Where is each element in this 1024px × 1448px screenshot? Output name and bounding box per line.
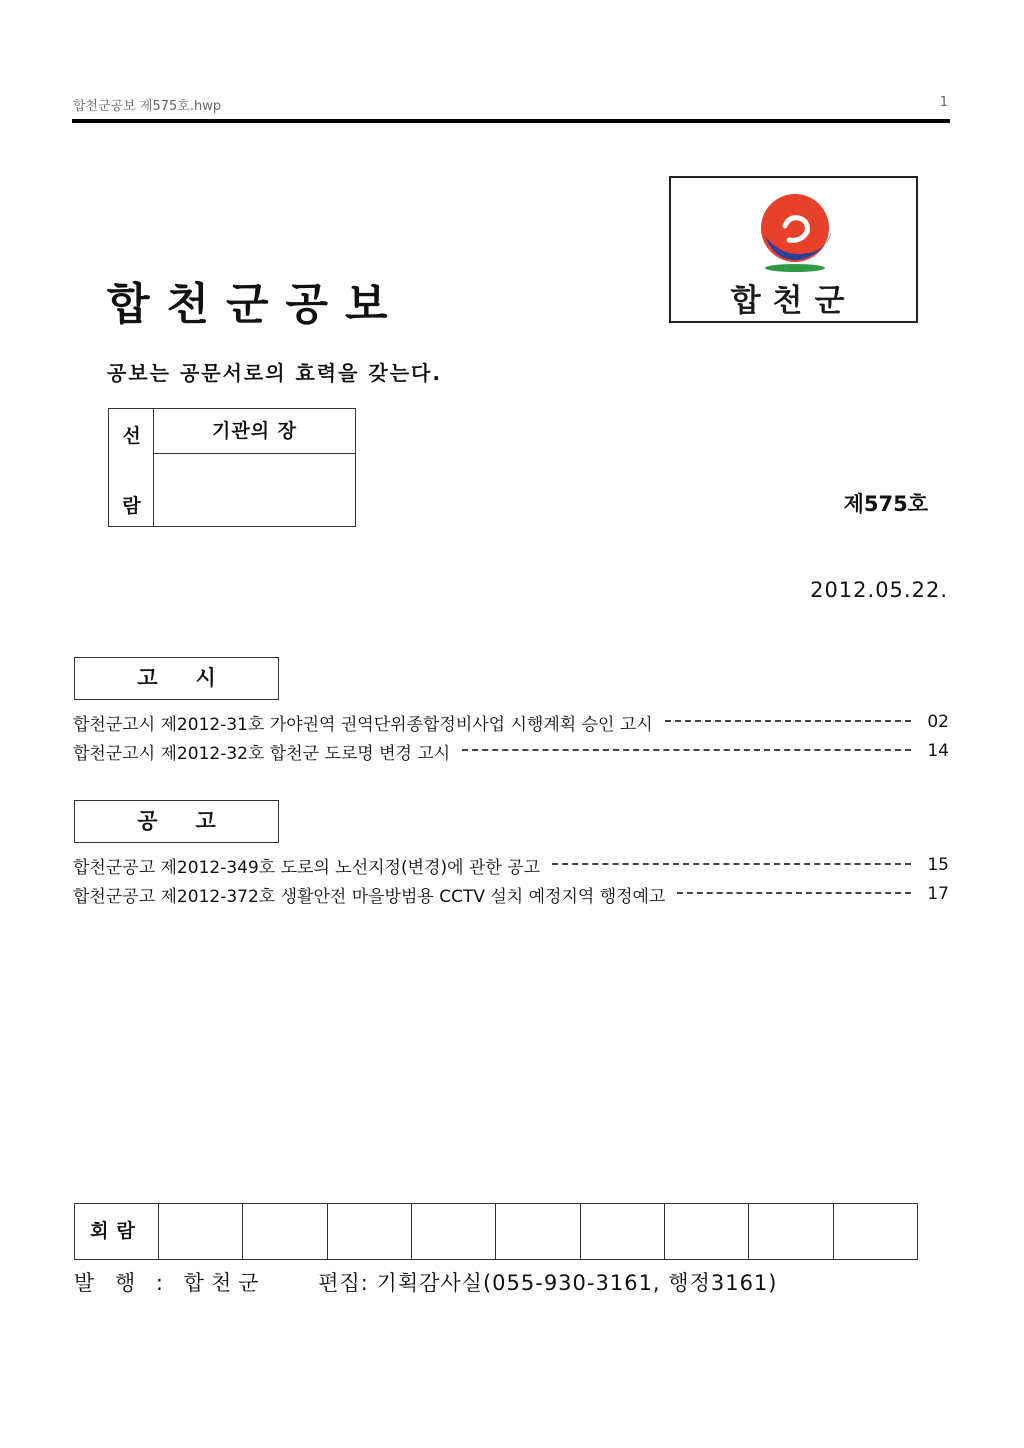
header-filename: 합천군공보 제575호.hwp xyxy=(73,99,222,114)
toc-entry-page: 14 xyxy=(927,741,949,761)
footer-publisher: 발 행 : 합천군 xyxy=(74,1271,266,1295)
issue-number: 제575호 xyxy=(843,492,928,516)
header-rule xyxy=(72,119,950,123)
toc-entry-page: 17 xyxy=(927,884,949,904)
toc-leader xyxy=(552,863,911,865)
circulation-cell xyxy=(159,1204,243,1259)
review-label-top: 선 xyxy=(122,425,141,447)
document-title: 합천군공보 xyxy=(107,279,405,330)
review-signature-cell xyxy=(154,454,355,526)
county-logo-box xyxy=(669,176,918,323)
toc-entry-title: 합천군고시 제2012-31호 가야권역 권역단위종합정비사업 시행계획 승인 고시 xyxy=(73,714,653,735)
review-label-bottom: 람 xyxy=(122,495,141,517)
circulation-label: 회람 xyxy=(75,1204,159,1259)
circulation-cell xyxy=(834,1204,917,1259)
toc-entry[interactable] xyxy=(73,882,949,906)
toc-entry[interactable] xyxy=(73,853,949,877)
footer xyxy=(74,1267,778,1297)
toc-leader xyxy=(462,749,911,751)
toc-entry[interactable] xyxy=(73,710,949,734)
circulation-cell xyxy=(243,1204,327,1259)
circulation-cell xyxy=(749,1204,833,1259)
circulation-cell xyxy=(412,1204,496,1259)
circulation-cell xyxy=(496,1204,580,1259)
review-box xyxy=(108,408,356,527)
subtitle: 공보는 공문서로의 효력을 갖는다. xyxy=(107,361,442,385)
circulation-cell xyxy=(581,1204,665,1259)
logo-text: 합천군 xyxy=(730,283,857,319)
section-heading-notice: 고시 xyxy=(74,657,279,700)
toc-entry-title: 합천군공고 제2012-372호 생활안전 마을방범용 CCTV 설치 예정지역 행정예고 xyxy=(73,886,666,907)
circulation-table xyxy=(74,1203,918,1260)
footer-editor: 편집: 기획감사실(055-930-3161, 행정3161) xyxy=(318,1271,778,1295)
header-page-number: 1 xyxy=(939,95,948,110)
toc-entry-title: 합천군공고 제2012-349호 도로의 노선지정(변경)에 관한 공고 xyxy=(73,857,540,878)
circulation-cell xyxy=(665,1204,749,1259)
toc-entry[interactable] xyxy=(73,739,949,763)
toc-leader xyxy=(677,892,911,894)
review-header: 기관의 장 xyxy=(154,409,355,454)
toc-entry-page: 15 xyxy=(927,855,949,875)
toc-entry-title: 합천군고시 제2012-32호 합천군 도로명 변경 고시 xyxy=(73,743,451,764)
toc-entry-page: 02 xyxy=(927,712,949,732)
section-heading-announcement: 공고 xyxy=(74,800,279,843)
toc-leader xyxy=(665,720,911,722)
circulation-cell xyxy=(328,1204,412,1259)
county-emblem-icon xyxy=(755,192,835,274)
issue-date: 2012.05.22. xyxy=(810,578,948,602)
